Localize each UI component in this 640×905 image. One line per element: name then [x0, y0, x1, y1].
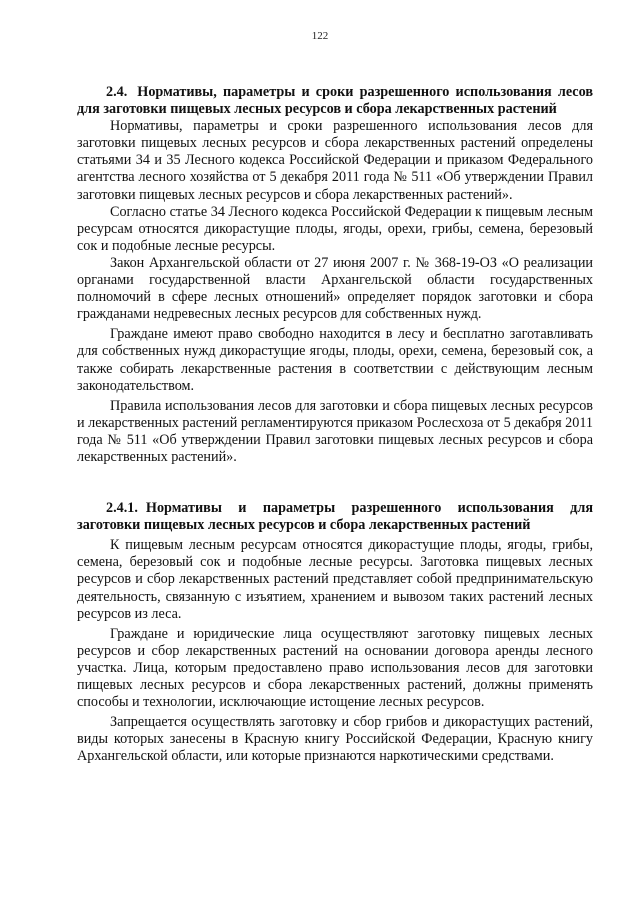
subsection-paragraph-2: Граждане и юридические лица осуществляют заготовку пищевых лесных ресурсов и сбор лекарственных растений на основании договора аренды лесного участка. Лица, которым предоставлено право использования лесов для заготовки пищевых лесных ресурсов и сбора лекарственных растений, должны применять способы и технологии, исключающие истощение лесных ресурсов. [77, 625, 593, 711]
section-number: 2.4. [106, 84, 128, 100]
section-paragraph-5: Правила использования лесов для заготовки и сбора пищевых лесных ресурсов и лекарственных растений регламентируются приказом Рослесхоза от 5 декабря 2011 года № 511 «Об утверждении Правил заготовки пищевых лесных ресурсов и сбора лекарственных растений». [77, 397, 593, 465]
page-number: 122 [311, 30, 329, 42]
page-content [77, 84, 593, 765]
subsection-paragraph-3: Запрещается осуществлять заготовку и сбор грибов и дикорастущих растений, виды которых занесены в Красную книгу Российской Федерации, Красную книгу Архангельской области, или которые признаются наркотическими средствами. [77, 714, 593, 765]
subsection-heading [77, 500, 593, 534]
section-paragraph-1: Нормативы, параметры и сроки разрешенного использования лесов для заготовки пищевых лесных ресурсов и сбора лекарственных растений определены статьями 34 и 35 Лесного кодекса Российской Федерации и приказом Федерального агентства лесного хозяйства от 5 декабря 2011 года № 511 «Об утверждении Правил заготовки пищевых лесных ресурсов и сбора лекарственных растений». [77, 118, 593, 203]
section-heading [77, 84, 593, 118]
subsection-paragraph-1: К пищевым лесным ресурсам относятся дикорастущие плоды, ягоды, грибы, семена, березовый сок и подобные лесные ресурсы. Заготовка пищевых лесных ресурсов и сбор лекарственных растений представляет собой предпринимательскую деятельность, связанную с изъятием, хранением и вывозом таких растений лесных ресурсов из леса. [77, 537, 593, 622]
section-paragraph-4: Граждане имеют право свободно находится в лесу и бесплатно заготавливать для собственных нужд дикорастущие ягоды, плоды, орехи, семена, березовый сок, а также собирать лекарственные растения в соответствии с действующим лесным законодательством. [77, 326, 593, 394]
section-paragraph-3: Закон Архангельской области от 27 июня 2007 г. № 368-19-ОЗ «О реализации органами государственной власти Архангельской области государственных полномочий в сфере лесных отношений» определяет порядок заготовки и сбора гражданами недревесных лесных ресурсов для собственных нужд. [77, 254, 593, 323]
subsection-title: Нормативы и параметры разрешенного использования для заготовки пищевых лесных ресурсов и сбора лекарственных растений [77, 500, 593, 534]
section-title: Нормативы, параметры и сроки разрешенного использования лесов для заготовки пищевых лесных ресурсов и сбора лекарственных растений [77, 84, 593, 118]
subsection-number: 2.4.1. [106, 500, 138, 517]
section-paragraph-2: Согласно статье 34 Лесного кодекса Российской Федерации к пищевым лесным ресурсам относятся дикорастущие плоды, ягоды, орехи, грибы, семена, березовый сок и подобные лесные ресурсы. [77, 203, 593, 254]
